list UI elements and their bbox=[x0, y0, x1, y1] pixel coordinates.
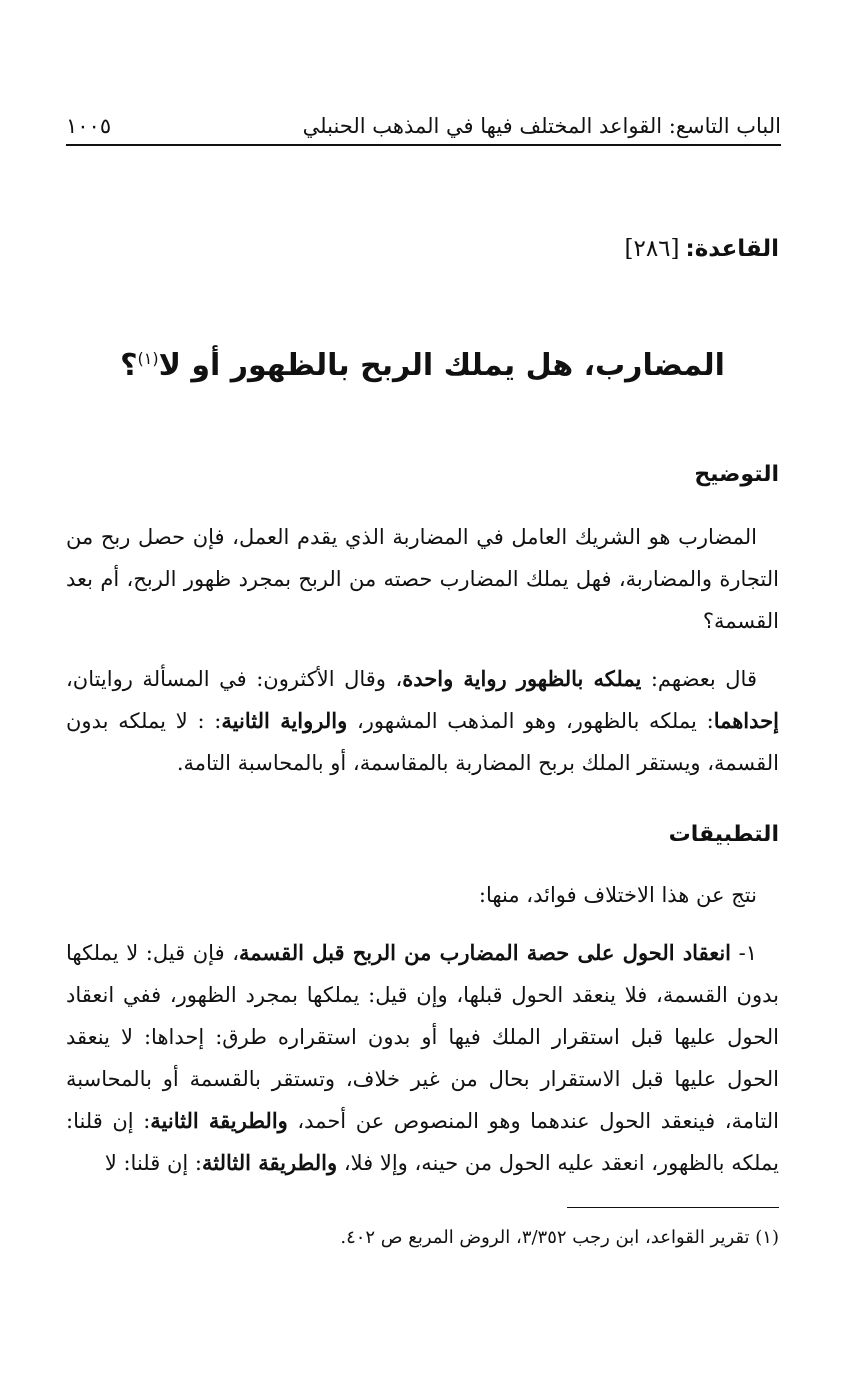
opinions-bold-1: يملكه بالظهور رواية واحدة bbox=[402, 666, 642, 691]
rule-title-qmark: ؟ bbox=[120, 348, 138, 383]
rule-label bbox=[624, 236, 779, 262]
footnote-reference[interactable]: (١) bbox=[137, 349, 159, 368]
applications-heading: التطبيقات bbox=[668, 822, 779, 847]
explanation-text: المضارب هو الشريك العامل في المضاربة الذي يقدم العمل، فإن حصل ربح من التجارة والمضاربة، فهل يملك المضارب حصته من الربح بمجرد ظهور الربح، أم بعد القسمة؟ bbox=[66, 525, 779, 633]
opinions-text-3: : يملكه بالظهور، وهو المذهب المشهور، bbox=[347, 709, 714, 733]
rule-title bbox=[66, 348, 779, 383]
opinions-text-4: : : لا يملكه بدون القسمة، ويستقر الملك بربح المضاربة بالمقاسمة، أو بالمحاسبة التامة. bbox=[66, 709, 779, 775]
opinions-text-1: قال بعضهم: bbox=[641, 667, 757, 691]
running-header bbox=[66, 104, 781, 146]
opinions-paragraph bbox=[66, 658, 779, 784]
explanation-heading: التوضيح bbox=[694, 462, 779, 487]
application-1-bold-2: والطريقة الثانية bbox=[150, 1108, 288, 1133]
application-1-text-1: ، فإن قيل: لا يملكها بدون القسمة، فلا ينعقد الحول قبلها، وإن قيل: يملكها بمجرد الظهور، ففي انعقاد الحول عليها قبل استقرار الملك فيها أو بدون استقراره طرق: إحداها: لا ينعقد الحول عليها قبل الاستقرار بحال من غير خلاف، وتستقر بالقسمة أو بالمحاسبة التامة، فينعقد الحول عندهما وهو المنصوص عن أحمد، bbox=[66, 941, 779, 1133]
application-1-number: ١- bbox=[731, 941, 757, 965]
footnote-separator bbox=[567, 1207, 779, 1208]
footnote: (١) تقرير القواعد، ابن رجب ٣/٣٥٢، الروض المربع ص ٤٠٢. bbox=[340, 1227, 779, 1248]
opinions-text-2: ، وقال الأكثرون: في المسألة روايتان، bbox=[66, 667, 403, 691]
applications-intro-text: نتج عن هذا الاختلاف فوائد، منها: bbox=[478, 883, 757, 907]
applications-intro bbox=[66, 874, 779, 916]
application-1-bold-1: انعقاد الحول على حصة المضارب من الربح قبل القسمة bbox=[238, 940, 731, 965]
application-1-text-2: : إن قلنا: يملكه بالظهور، انعقد عليه الحول من حينه، وإلا فلا، bbox=[66, 1109, 779, 1175]
explanation-paragraph bbox=[66, 516, 779, 642]
opinions-bold-2: إحداهما bbox=[713, 708, 779, 733]
opinions-bold-3: والرواية الثانية bbox=[221, 708, 348, 733]
page-number: ١٠٠٥ bbox=[66, 114, 112, 138]
rule-number: [٢٨٦] bbox=[624, 236, 680, 262]
chapter-title: الباب التاسع: القواعد المختلف فيها في المذهب الحنبلي bbox=[302, 114, 781, 138]
application-1-paragraph bbox=[66, 932, 779, 1184]
rule-title-text: المضارب، هل يملك الربح بالظهور أو لا bbox=[158, 348, 725, 383]
rule-label-word: القاعدة: bbox=[685, 236, 779, 262]
application-1-text-3: : إن قلنا: لا bbox=[104, 1151, 202, 1175]
application-1-bold-3: والطريقة الثالثة bbox=[201, 1150, 338, 1175]
